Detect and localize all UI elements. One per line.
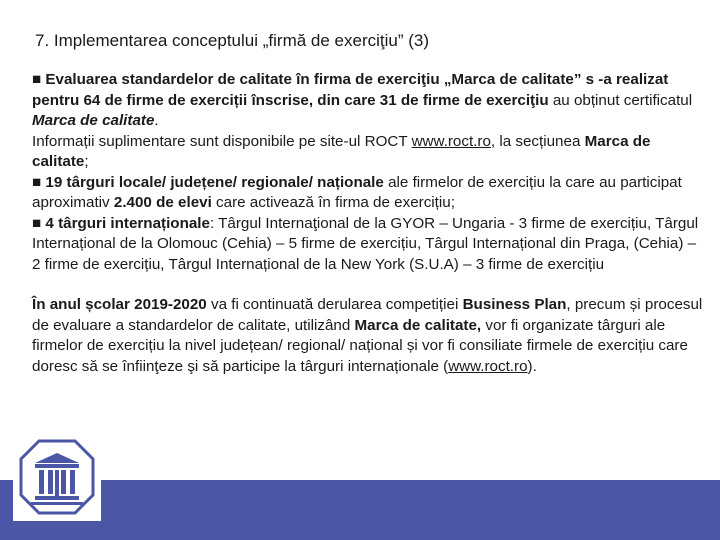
text: care activează în firma de exercițiu;: [211, 194, 455, 211]
paragraph-more-info: [32, 132, 704, 173]
text-bold: Marca de calitate,: [354, 316, 482, 334]
paragraph-international-fairs: [32, 214, 704, 276]
bullet: ■: [32, 173, 42, 191]
paragraph-quality-evaluation: [32, 70, 704, 132]
text-bold-italic: Marca de calitate: [32, 112, 155, 129]
roct-link[interactable]: www.roct.ro: [448, 357, 528, 375]
text: au obținut certificatul: [548, 91, 693, 109]
text: va fi continuată derularea competiției: [206, 296, 463, 313]
text: ).: [527, 357, 537, 375]
text: .: [154, 112, 159, 129]
text: , precum și procesul de evaluare a standardelor de calitate, utilizând: [32, 296, 703, 334]
text: ;: [84, 153, 89, 170]
text: : Târgul Internaţional de la GYOR – Ungaria - 3 firme de exercițiu, Târgul Internațional de la Olomouc (Cehia) – 5 firme de exercițiu, Târgul Internațional din Praga, (Cehia) – 2 firme de exercițiu, Târgul Internațional de la New York (S.U.A) – 3 firme de exercițiu: [32, 214, 699, 273]
paragraph-school-year: [32, 295, 704, 377]
text-bold: Evaluarea standardelor de calitate în firma de exerciţiu „Marca de calitate” s -a realizat pentru 64 de firme de exerciții înscrise, din care: [32, 71, 669, 109]
bullet: ■: [32, 214, 42, 232]
slide-body: [32, 70, 704, 377]
text-bold: 19 târguri locale/ județene/ regionale/ naționale: [41, 173, 384, 191]
text-bold: 4 târguri internaționale: [41, 214, 210, 232]
text-bold: 31 de firme de exerciţiu: [379, 91, 549, 109]
spacer: [32, 275, 704, 295]
school-shield-logo-icon: [13, 433, 101, 521]
text: Informații suplimentare sunt disponibile pe site-ul ROCT: [32, 132, 412, 150]
text-bold: În anul școlar 2019-2020: [32, 296, 207, 313]
text: , la secțiunea: [490, 132, 585, 150]
bullet: ■: [32, 71, 42, 88]
footer-bar: [0, 480, 720, 540]
text-bold: Business Plan: [462, 296, 567, 313]
text-bold: Marca de calitate: [32, 132, 651, 170]
text-bold: 2.400 de elevi: [113, 194, 212, 211]
paragraph-local-fairs: [32, 173, 704, 214]
slide-title: 7. Implementarea conceptului „firmă de exerciţiu” (3): [35, 31, 429, 50]
roct-link[interactable]: www.roct.ro: [411, 132, 491, 150]
text: ale firmelor de exercițiu la care au participat aproximativ: [32, 173, 682, 211]
text: vor fi organizate târguri ale firmelor de exercițiu la nivel județean/ regional/ național și vor fi consiliate firmele de exercițiu care doresc să se înfiinţeze şi să participe la târguri internaționale (: [32, 316, 688, 375]
logo-container: [13, 433, 101, 521]
